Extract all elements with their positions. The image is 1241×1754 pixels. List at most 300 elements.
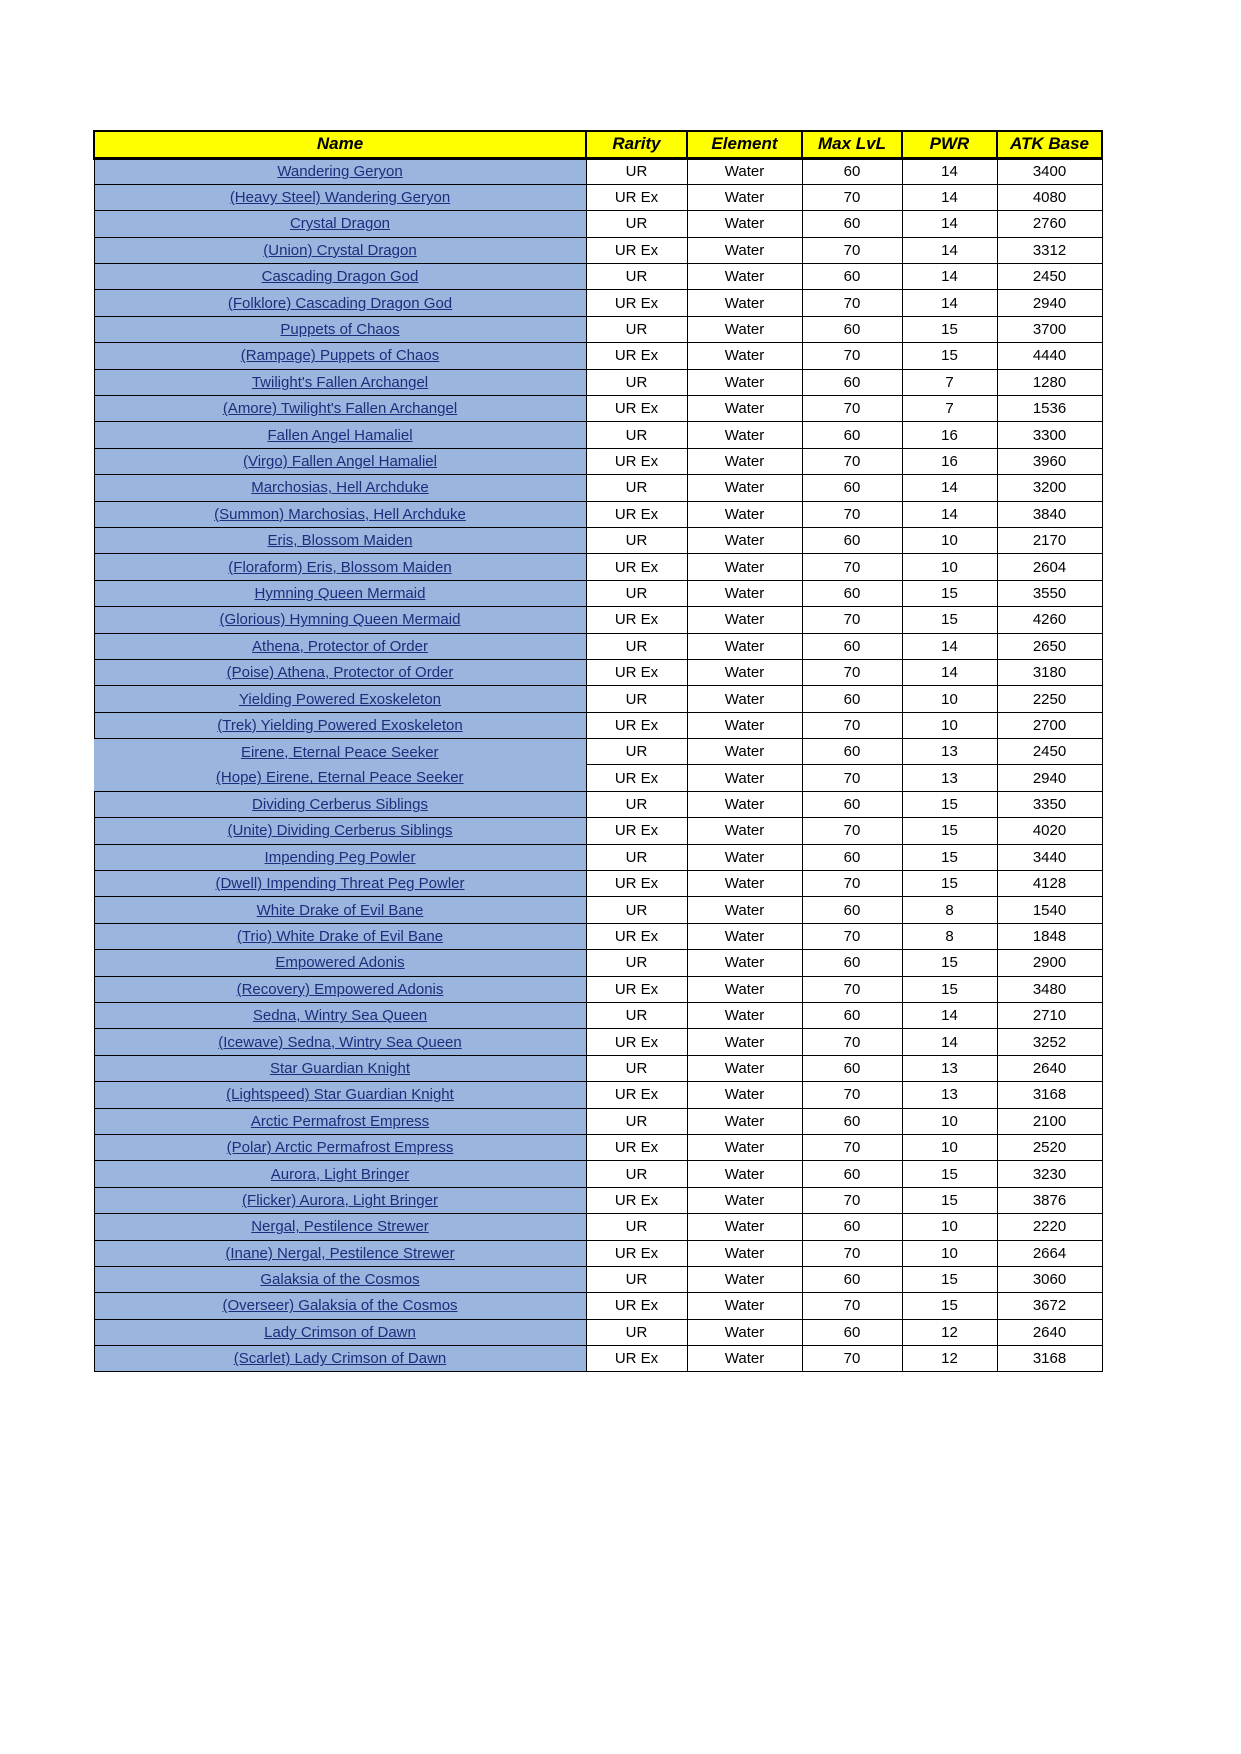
- monster-link[interactable]: (Union) Crystal Dragon: [263, 241, 417, 259]
- monster-name-cell: [94, 1029, 586, 1055]
- monster-link[interactable]: (Dwell) Impending Threat Peg Powler: [215, 875, 465, 893]
- column-header-rarity: Rarity: [586, 131, 687, 158]
- pwr-cell: 10: [902, 1108, 997, 1134]
- max-lvl-cell: 60: [802, 1108, 902, 1134]
- atk-base-cell: 3400: [997, 158, 1102, 184]
- monster-name-cell: [94, 950, 586, 976]
- atk-base-cell: 2940: [997, 765, 1102, 791]
- element-cell: Water: [687, 950, 802, 976]
- rarity-cell: UR Ex: [586, 448, 687, 474]
- atk-base-cell: 2900: [997, 950, 1102, 976]
- pwr-cell: 10: [902, 1240, 997, 1266]
- atk-base-cell: 2100: [997, 1108, 1102, 1134]
- atk-base-cell: 4080: [997, 184, 1102, 210]
- monster-link[interactable]: Twilight's Fallen Archangel: [251, 373, 429, 391]
- table-row: [94, 923, 1102, 949]
- table-row: [94, 1214, 1102, 1240]
- table-row: [94, 1108, 1102, 1134]
- max-lvl-cell: 70: [802, 1082, 902, 1108]
- max-lvl-cell: 60: [802, 1214, 902, 1240]
- max-lvl-cell: 70: [802, 871, 902, 897]
- rarity-cell: UR Ex: [586, 923, 687, 949]
- monster-name-cell: [94, 1055, 586, 1081]
- monster-link[interactable]: Athena, Protector of Order: [252, 637, 428, 655]
- pwr-cell: 14: [902, 633, 997, 659]
- element-cell: Water: [687, 1134, 802, 1160]
- table-row: [94, 1134, 1102, 1160]
- table-row: [94, 422, 1102, 448]
- pwr-cell: 15: [902, 950, 997, 976]
- monster-name-cell: [94, 1214, 586, 1240]
- atk-base-cell: 2760: [997, 211, 1102, 237]
- atk-base-cell: 2710: [997, 1003, 1102, 1029]
- rarity-cell: UR: [586, 1003, 687, 1029]
- table-row: [94, 316, 1102, 342]
- element-cell: Water: [687, 739, 802, 765]
- monster-name-cell: [94, 158, 586, 184]
- table-row: [94, 1293, 1102, 1319]
- max-lvl-cell: 70: [802, 554, 902, 580]
- pwr-cell: 14: [902, 264, 997, 290]
- pwr-cell: 14: [902, 237, 997, 263]
- monster-link[interactable]: (Floraform) Eris, Blossom Maiden: [228, 558, 452, 576]
- pwr-cell: 10: [902, 527, 997, 553]
- table-row: [94, 527, 1102, 553]
- pwr-cell: 10: [902, 554, 997, 580]
- monster-link[interactable]: (Folklore) Cascading Dragon God: [227, 294, 453, 312]
- element-cell: Water: [687, 923, 802, 949]
- max-lvl-cell: 60: [802, 527, 902, 553]
- monster-name-cell: [94, 739, 586, 765]
- max-lvl-cell: 60: [802, 633, 902, 659]
- column-header-max-lvl: Max LvL: [802, 131, 902, 158]
- monster-link[interactable]: Galaksia of the Cosmos: [260, 1271, 420, 1289]
- max-lvl-cell: 60: [802, 264, 902, 290]
- monster-name-cell: [94, 686, 586, 712]
- rarity-cell: UR Ex: [586, 1134, 687, 1160]
- element-cell: Water: [687, 422, 802, 448]
- atk-base-cell: 2664: [997, 1240, 1102, 1266]
- rarity-cell: UR Ex: [586, 1240, 687, 1266]
- monster-name-cell: [94, 554, 586, 580]
- max-lvl-cell: 60: [802, 1266, 902, 1292]
- atk-base-cell: 2520: [997, 1134, 1102, 1160]
- rarity-cell: UR: [586, 316, 687, 342]
- rarity-cell: UR: [586, 739, 687, 765]
- max-lvl-cell: 70: [802, 396, 902, 422]
- max-lvl-cell: 60: [802, 158, 902, 184]
- monster-link[interactable]: Wandering Geryon: [277, 163, 403, 181]
- max-lvl-cell: 70: [802, 923, 902, 949]
- max-lvl-cell: 60: [802, 791, 902, 817]
- table-row: [94, 1055, 1102, 1081]
- rarity-cell: UR: [586, 527, 687, 553]
- atk-base-cell: 2250: [997, 686, 1102, 712]
- pwr-cell: 15: [902, 1161, 997, 1187]
- pwr-cell: 7: [902, 369, 997, 395]
- element-cell: Water: [687, 448, 802, 474]
- pwr-cell: 15: [902, 871, 997, 897]
- max-lvl-cell: 70: [802, 765, 902, 791]
- monster-link[interactable]: (Lightspeed) Star Guardian Knight: [226, 1086, 454, 1104]
- monster-link[interactable]: (Icewave) Sedna, Wintry Sea Queen: [218, 1033, 462, 1051]
- monster-link[interactable]: Yielding Powered Exoskeleton: [238, 690, 442, 708]
- element-cell: Water: [687, 712, 802, 738]
- pwr-cell: 14: [902, 501, 997, 527]
- table-row: [94, 1029, 1102, 1055]
- atk-base-cell: 3672: [997, 1293, 1102, 1319]
- rarity-cell: UR: [586, 1319, 687, 1345]
- monster-link[interactable]: Nergal, Pestilence Strewer: [251, 1218, 429, 1236]
- rarity-cell: UR: [586, 950, 687, 976]
- monster-name-cell: [94, 184, 586, 210]
- element-cell: Water: [687, 1003, 802, 1029]
- atk-base-cell: 4440: [997, 343, 1102, 369]
- monster-name-cell: [94, 1161, 586, 1187]
- atk-base-cell: 3312: [997, 237, 1102, 263]
- monster-link[interactable]: (Trio) White Drake of Evil Bane: [236, 928, 444, 946]
- max-lvl-cell: 60: [802, 844, 902, 870]
- monster-name-cell: [94, 765, 586, 791]
- pwr-cell: 14: [902, 184, 997, 210]
- monster-link[interactable]: (Virgo) Fallen Angel Hamaliel: [243, 452, 437, 470]
- table-row: [94, 1161, 1102, 1187]
- rarity-cell: UR Ex: [586, 976, 687, 1002]
- table-row: [94, 158, 1102, 184]
- monster-link[interactable]: Empowered Adonis: [275, 954, 405, 972]
- element-cell: Water: [687, 1293, 802, 1319]
- rarity-cell: UR Ex: [586, 1346, 687, 1372]
- pwr-cell: 13: [902, 765, 997, 791]
- monster-link[interactable]: (Trek) Yielding Powered Exoskeleton: [217, 716, 463, 734]
- table-row: [94, 501, 1102, 527]
- atk-base-cell: 1540: [997, 897, 1102, 923]
- element-cell: Water: [687, 818, 802, 844]
- element-cell: Water: [687, 290, 802, 316]
- monster-link[interactable]: (Summon) Marchosias, Hell Archduke: [214, 505, 466, 523]
- element-cell: Water: [687, 607, 802, 633]
- max-lvl-cell: 70: [802, 712, 902, 738]
- monster-name-cell: [94, 369, 586, 395]
- atk-base-cell: 3200: [997, 475, 1102, 501]
- atk-base-cell: 2640: [997, 1319, 1102, 1345]
- table-row: [94, 1082, 1102, 1108]
- column-header-pwr: PWR: [902, 131, 997, 158]
- max-lvl-cell: 60: [802, 897, 902, 923]
- monster-link[interactable]: Eirene, Eternal Peace Seeker: [240, 743, 439, 761]
- max-lvl-cell: 70: [802, 448, 902, 474]
- element-cell: Water: [687, 1108, 802, 1134]
- monster-name-cell: [94, 343, 586, 369]
- pwr-cell: 15: [902, 1266, 997, 1292]
- table-row: [94, 791, 1102, 817]
- pwr-cell: 7: [902, 396, 997, 422]
- monster-link[interactable]: Dividing Cerberus Siblings: [252, 796, 428, 814]
- max-lvl-cell: 70: [802, 818, 902, 844]
- rarity-cell: UR Ex: [586, 237, 687, 263]
- max-lvl-cell: 60: [802, 1055, 902, 1081]
- monster-link[interactable]: (Rampage) Puppets of Chaos: [240, 347, 440, 365]
- element-cell: Water: [687, 475, 802, 501]
- atk-base-cell: 3180: [997, 659, 1102, 685]
- atk-base-cell: 2604: [997, 554, 1102, 580]
- rarity-cell: UR: [586, 633, 687, 659]
- table-row: [94, 343, 1102, 369]
- element-cell: Water: [687, 580, 802, 606]
- monster-link[interactable]: (Polar) Arctic Permafrost Empress: [226, 1139, 454, 1157]
- atk-base-cell: 3550: [997, 580, 1102, 606]
- monster-name-cell: [94, 501, 586, 527]
- table-row: [94, 633, 1102, 659]
- monster-link[interactable]: Fallen Angel Hamaliel: [267, 426, 413, 444]
- table-row: [94, 448, 1102, 474]
- monster-name-cell: [94, 976, 586, 1002]
- pwr-cell: 8: [902, 897, 997, 923]
- atk-base-cell: 1280: [997, 369, 1102, 395]
- table-row: [94, 369, 1102, 395]
- element-cell: Water: [687, 211, 802, 237]
- table-row: [94, 264, 1102, 290]
- monster-link[interactable]: White Drake of Evil Bane: [256, 901, 424, 919]
- element-cell: Water: [687, 527, 802, 553]
- element-cell: Water: [687, 396, 802, 422]
- monster-link[interactable]: (Inane) Nergal, Pestilence Strewer: [225, 1244, 455, 1262]
- rarity-cell: UR: [586, 1266, 687, 1292]
- element-cell: Water: [687, 633, 802, 659]
- max-lvl-cell: 60: [802, 475, 902, 501]
- atk-base-cell: 2170: [997, 527, 1102, 553]
- max-lvl-cell: 70: [802, 1293, 902, 1319]
- element-cell: Water: [687, 1319, 802, 1345]
- table-row: [94, 1240, 1102, 1266]
- monster-link[interactable]: (Overseer) Galaksia of the Cosmos: [222, 1297, 458, 1315]
- atk-base-cell: 3252: [997, 1029, 1102, 1055]
- monster-link[interactable]: (Unite) Dividing Cerberus Siblings: [227, 822, 453, 840]
- column-header-atk-base: ATK Base: [997, 131, 1102, 158]
- max-lvl-cell: 70: [802, 607, 902, 633]
- monster-name-cell: [94, 818, 586, 844]
- atk-base-cell: 1536: [997, 396, 1102, 422]
- pwr-cell: 15: [902, 976, 997, 1002]
- atk-base-cell: 3700: [997, 316, 1102, 342]
- pwr-cell: 10: [902, 686, 997, 712]
- rarity-cell: UR Ex: [586, 184, 687, 210]
- monster-link[interactable]: Sedna, Wintry Sea Queen: [252, 1007, 428, 1025]
- element-cell: Water: [687, 1055, 802, 1081]
- atk-base-cell: 4020: [997, 818, 1102, 844]
- element-cell: Water: [687, 343, 802, 369]
- element-cell: Water: [687, 1161, 802, 1187]
- pwr-cell: 10: [902, 712, 997, 738]
- table-body: [94, 158, 1102, 1372]
- element-cell: Water: [687, 976, 802, 1002]
- atk-base-cell: 2220: [997, 1214, 1102, 1240]
- atk-base-cell: 2700: [997, 712, 1102, 738]
- monster-link[interactable]: Aurora, Light Bringer: [270, 1165, 410, 1183]
- monster-name-cell: [94, 923, 586, 949]
- monster-link[interactable]: (Amore) Twilight's Fallen Archangel: [222, 400, 458, 418]
- rarity-cell: UR Ex: [586, 1082, 687, 1108]
- table-row: [94, 818, 1102, 844]
- rarity-cell: UR Ex: [586, 871, 687, 897]
- max-lvl-cell: 70: [802, 237, 902, 263]
- max-lvl-cell: 60: [802, 580, 902, 606]
- rarity-cell: UR: [586, 369, 687, 395]
- table-row: [94, 871, 1102, 897]
- monster-name-cell: [94, 1003, 586, 1029]
- monster-link[interactable]: (Recovery) Empowered Adonis: [236, 980, 444, 998]
- element-cell: Water: [687, 316, 802, 342]
- table-row: [94, 580, 1102, 606]
- monster-link[interactable]: Marchosias, Hell Archduke: [251, 479, 429, 497]
- element-cell: Water: [687, 686, 802, 712]
- max-lvl-cell: 60: [802, 422, 902, 448]
- pwr-cell: 15: [902, 343, 997, 369]
- rarity-cell: UR Ex: [586, 1293, 687, 1319]
- rarity-cell: UR Ex: [586, 765, 687, 791]
- monster-link[interactable]: Star Guardian Knight: [269, 1059, 411, 1077]
- monster-link[interactable]: Cascading Dragon God: [261, 268, 419, 286]
- monster-link[interactable]: Puppets of Chaos: [280, 321, 400, 339]
- table-row: [94, 1266, 1102, 1292]
- atk-base-cell: 2940: [997, 290, 1102, 316]
- pwr-cell: 8: [902, 923, 997, 949]
- pwr-cell: 15: [902, 316, 997, 342]
- element-cell: Water: [687, 659, 802, 685]
- rarity-cell: UR: [586, 580, 687, 606]
- monster-link[interactable]: Lady Crimson of Dawn: [264, 1323, 416, 1341]
- max-lvl-cell: 60: [802, 1161, 902, 1187]
- monster-link[interactable]: Arctic Permafrost Empress: [250, 1112, 430, 1130]
- monster-name-cell: [94, 1293, 586, 1319]
- monster-link[interactable]: Impending Peg Powler: [264, 848, 416, 866]
- max-lvl-cell: 60: [802, 211, 902, 237]
- rarity-cell: UR: [586, 844, 687, 870]
- rarity-cell: UR: [586, 1161, 687, 1187]
- rarity-cell: UR: [586, 897, 687, 923]
- table-row: [94, 765, 1102, 791]
- table-row: [94, 659, 1102, 685]
- monster-name-cell: [94, 712, 586, 738]
- rarity-cell: UR: [586, 422, 687, 448]
- monster-link[interactable]: Eris, Blossom Maiden: [267, 532, 413, 550]
- pwr-cell: 14: [902, 290, 997, 316]
- pwr-cell: 10: [902, 1214, 997, 1240]
- monster-link[interactable]: Crystal Dragon: [289, 215, 391, 233]
- table-row: [94, 290, 1102, 316]
- monster-name-cell: [94, 1108, 586, 1134]
- element-cell: Water: [687, 1082, 802, 1108]
- rarity-cell: UR: [586, 791, 687, 817]
- atk-base-cell: 2450: [997, 264, 1102, 290]
- atk-base-cell: 2650: [997, 633, 1102, 659]
- element-cell: Water: [687, 1029, 802, 1055]
- pwr-cell: 12: [902, 1319, 997, 1345]
- monster-name-cell: [94, 791, 586, 817]
- rarity-cell: UR: [586, 475, 687, 501]
- rarity-cell: UR Ex: [586, 659, 687, 685]
- element-cell: Water: [687, 765, 802, 791]
- monster-link[interactable]: (Heavy Steel) Wandering Geryon: [229, 189, 451, 207]
- atk-base-cell: 2640: [997, 1055, 1102, 1081]
- rarity-cell: UR Ex: [586, 607, 687, 633]
- pwr-cell: 13: [902, 1082, 997, 1108]
- max-lvl-cell: 70: [802, 1029, 902, 1055]
- column-header-name: Name: [94, 131, 586, 158]
- rarity-cell: UR: [586, 1214, 687, 1240]
- pwr-cell: 14: [902, 659, 997, 685]
- rarity-cell: UR: [586, 211, 687, 237]
- column-header-element: Element: [687, 131, 802, 158]
- max-lvl-cell: 60: [802, 739, 902, 765]
- monster-name-cell: [94, 1240, 586, 1266]
- atk-base-cell: 3230: [997, 1161, 1102, 1187]
- monster-name-cell: [94, 264, 586, 290]
- atk-base-cell: 3168: [997, 1082, 1102, 1108]
- monster-link[interactable]: (Poise) Athena, Protector of Order: [226, 664, 454, 682]
- element-cell: Water: [687, 554, 802, 580]
- atk-base-cell: 3960: [997, 448, 1102, 474]
- table-row: [94, 686, 1102, 712]
- atk-base-cell: 3876: [997, 1187, 1102, 1213]
- monster-name-cell: [94, 659, 586, 685]
- atk-base-cell: 3480: [997, 976, 1102, 1002]
- table-row: [94, 607, 1102, 633]
- pwr-cell: 15: [902, 580, 997, 606]
- rarity-cell: UR: [586, 1055, 687, 1081]
- monster-name-cell: [94, 396, 586, 422]
- monster-link[interactable]: (Glorious) Hymning Queen Mermaid: [219, 611, 461, 629]
- table-row: [94, 897, 1102, 923]
- atk-base-cell: 3060: [997, 1266, 1102, 1292]
- rarity-cell: UR Ex: [586, 554, 687, 580]
- monster-link[interactable]: (Hope) Eirene, Eternal Peace Seeker: [215, 769, 464, 787]
- table-row: [94, 1003, 1102, 1029]
- atk-base-cell: 2450: [997, 739, 1102, 765]
- monster-name-cell: [94, 844, 586, 870]
- atk-base-cell: 4128: [997, 871, 1102, 897]
- monster-link[interactable]: (Flicker) Aurora, Light Bringer: [242, 1191, 438, 1209]
- monster-name-cell: [94, 897, 586, 923]
- pwr-cell: 13: [902, 1055, 997, 1081]
- monster-link[interactable]: (Scarlet) Lady Crimson of Dawn: [233, 1350, 447, 1368]
- element-cell: Water: [687, 158, 802, 184]
- pwr-cell: 16: [902, 448, 997, 474]
- rarity-cell: UR: [586, 1108, 687, 1134]
- rarity-cell: UR: [586, 686, 687, 712]
- max-lvl-cell: 70: [802, 343, 902, 369]
- monster-name-cell: [94, 237, 586, 263]
- max-lvl-cell: 70: [802, 1346, 902, 1372]
- table-row: [94, 976, 1102, 1002]
- max-lvl-cell: 70: [802, 1240, 902, 1266]
- pwr-cell: 14: [902, 1003, 997, 1029]
- pwr-cell: 16: [902, 422, 997, 448]
- max-lvl-cell: 70: [802, 1187, 902, 1213]
- monster-link[interactable]: Hymning Queen Mermaid: [254, 584, 426, 602]
- pwr-cell: 13: [902, 739, 997, 765]
- element-cell: Water: [687, 237, 802, 263]
- element-cell: Water: [687, 1187, 802, 1213]
- table-row: [94, 844, 1102, 870]
- monster-name-cell: [94, 448, 586, 474]
- rarity-cell: UR Ex: [586, 1187, 687, 1213]
- table-row: [94, 211, 1102, 237]
- monster-name-cell: [94, 1346, 586, 1372]
- max-lvl-cell: 70: [802, 501, 902, 527]
- pwr-cell: 15: [902, 791, 997, 817]
- monster-name-cell: [94, 580, 586, 606]
